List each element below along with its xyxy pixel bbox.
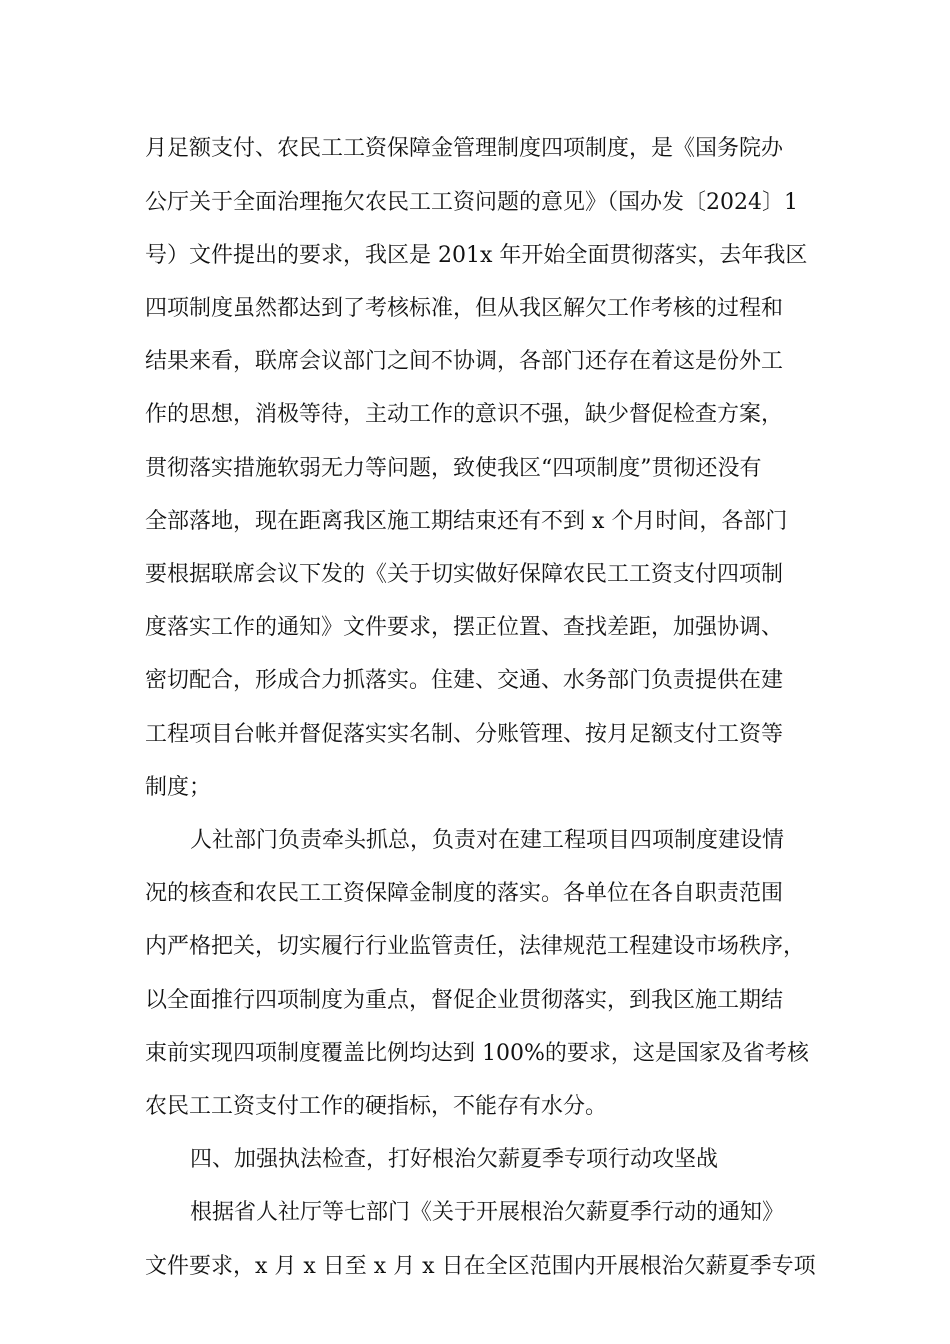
text-line: 密切配合，形成合力抓落实。住建、交通、水务部门负责提供在建 xyxy=(145,668,784,693)
text-line: 度落实工作的通知》文件要求，摆正位置、查找差距，加强协调、 xyxy=(145,615,784,640)
text-line: 束前实现四项制度覆盖比例均达到 100%的要求，这是国家及省考核 xyxy=(145,1041,809,1066)
text-line: 农民工工资支付工作的硬指标，不能存有水分。 xyxy=(145,1094,608,1119)
text-line: 况的核查和农民工工资保障金制度的落实。各单位在各自职责范围 xyxy=(145,881,784,906)
text-line: 要根据联席会议下发的《关于切实做好保障农民工工资支付四项制 xyxy=(145,562,784,587)
text-line: 作的思想，消极等待，主动工作的意识不强，缺少督促检查方案， xyxy=(145,402,784,427)
text-line: 工程项目台帐并督促落实实名制、分账管理、按月足额支付工资等 xyxy=(145,722,784,747)
section-heading: 四、加强执法检查，打好根治欠薪夏季专项行动攻坚战 xyxy=(190,1147,719,1172)
text-line: 号）文件提出的要求，我区是 201x 年开始全面贯彻落实，去年我区 xyxy=(145,243,808,268)
text-line: 月足额支付、农民工工资保障金管理制度四项制度，是《国务院办 xyxy=(145,136,784,161)
text-line: 公厅关于全面治理拖欠农民工工资问题的意见》（国办发〔2024〕1 xyxy=(145,190,798,215)
text-line: 四项制度虽然都达到了考核标准，但从我区解欠工作考核的过程和 xyxy=(145,296,784,321)
paragraph-first-line: 人社部门负责牵头抓总，负责对在建工程项目四项制度建设情 xyxy=(190,828,785,853)
text-line: 内严格把关，切实履行行业监管责任，法律规范工程建设市场秩序， xyxy=(145,934,806,959)
text-line: 全部落地，现在距离我区施工期结束还有不到 x 个月时间，各部门 xyxy=(145,509,788,534)
text-line: 以全面推行四项制度为重点，督促企业贯彻落实，到我区施工期结 xyxy=(145,988,784,1013)
text-line: 贯彻落实措施软弱无力等问题，致使我区“四项制度”贯彻还没有 xyxy=(145,456,762,481)
text-line: 结果来看，联席会议部门之间不协调，各部门还存在着这是份外工 xyxy=(145,349,784,374)
text-line: 制度； xyxy=(145,775,212,800)
text-line: 文件要求，x 月 x 日至 x 月 x 日在全区范围内开展根治欠薪夏季专项 xyxy=(145,1254,816,1279)
paragraph-first-line: 根据省人社厅等七部门《关于开展根治欠薪夏季行动的通知》 xyxy=(190,1200,785,1225)
